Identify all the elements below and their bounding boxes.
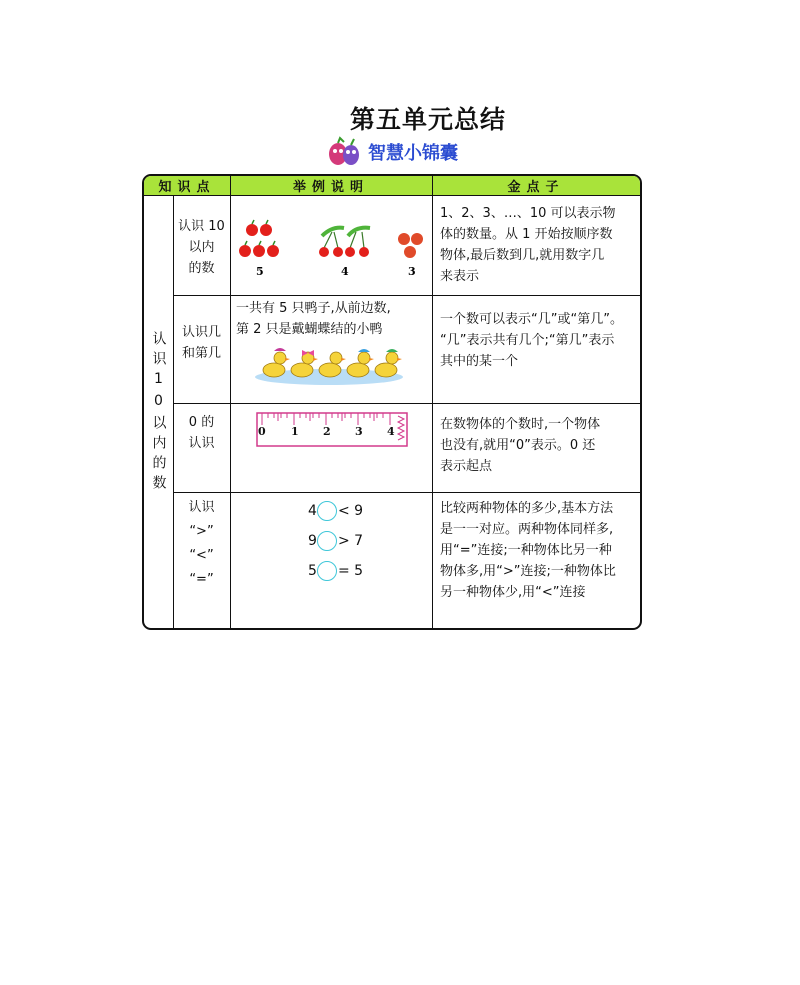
subtitle [326,136,458,168]
divider [173,403,640,404]
ruler-tick-label: 4 [387,425,395,438]
subtitle-text: 智慧小锦囊 [368,143,458,164]
answer-circle [317,531,337,551]
cherry-icon [319,228,370,257]
divider [173,492,640,493]
side-label: 认识10以内的数 [150,331,167,495]
divider [173,295,640,296]
header-example: 举例说明 [230,176,432,196]
answer-circle [317,501,337,521]
ruler-tick-label: 0 [258,425,266,438]
tip-ordinal: 一个数可以表示“几”或“第几”。 “几”表示共有几个;“第几”表示 其中的某一个 [440,312,623,369]
ruler-tick-label: 1 [291,425,299,438]
count-label: 4 [341,265,349,278]
count-label: 3 [408,265,416,278]
tip-zero: 在数物体的个数时,一个物体 也没有,就用“0”表示。0 还 表示起点 [440,417,601,474]
ruler-illustration [256,412,411,450]
berry-mascot-icon [326,136,362,168]
fruit-illustration [230,196,432,295]
page-title: 第五单元总结 [349,105,506,134]
ducks-illustration [254,342,404,386]
topic-compare: 认识 “>” “<” “=” [188,500,215,587]
apple-icon [239,224,279,257]
compare-examples: 4 < 9 9 > 7 5 = 5 [308,503,364,579]
ruler-tick-label: 3 [355,425,363,438]
ruler-tick-label: 2 [323,425,331,438]
duck-icon [263,352,398,377]
tip-count-to-ten: 1、2、3、…、10 可以表示物 体的数量。从 1 开始按顺序数 物体,最后数到几,就用数字几 来表示 [440,206,616,284]
answer-circle [317,561,337,581]
topic-zero: 0 的 认识 [188,415,215,451]
tomato-icon [398,233,423,258]
topic-ordinal: 认识几 和第几 [181,325,221,361]
tip-compare: 比较两种物体的多少,基本方法 是一一对应。两种物体同样多, 用“=”连接;一种物体比另一种 物体多,用“>”连接;一种物体比 另一种物体少,用“<”连接 [440,501,616,600]
header-knowledge: 知识点 [144,176,230,196]
summary-table [142,174,642,630]
example-ducks-text: 一共有 5 只鸭子,从前边数, 第 2 只是戴蝴蝶结的小鸭 [236,301,391,337]
header-tips: 金点子 [432,176,640,196]
count-label: 5 [256,265,264,278]
topic-count-to-ten: 认识 10 以内 的数 [178,219,225,276]
example-fruit-counting [230,196,432,295]
